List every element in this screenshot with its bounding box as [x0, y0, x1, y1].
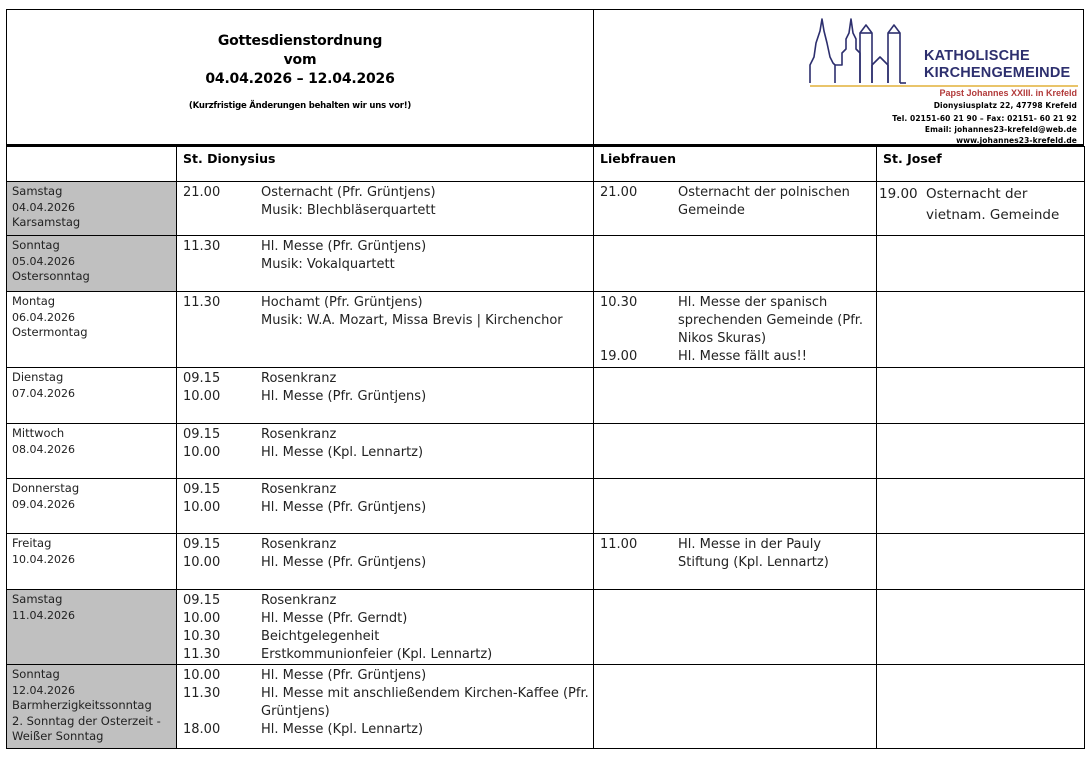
day-cell — [7, 292, 177, 368]
service-description: Hl. Messe mit anschließendem Kirchen-Kaffee (Pfr. Grüntjens) — [261, 686, 589, 719]
parish-name: Papst Johannes XXIII. in Krefeld — [939, 88, 1077, 98]
service-time: 21.00 — [600, 185, 638, 200]
day-cell — [7, 665, 177, 749]
service-time: 09.15 — [183, 537, 221, 552]
liebfrauen-cell — [594, 292, 877, 368]
liebfrauen-cell — [594, 590, 877, 665]
day-cell — [7, 182, 177, 236]
column-header-st-josef: St. Josef — [877, 147, 1085, 182]
dionysius-cell — [177, 182, 594, 236]
service-description: Rosenkranz — [261, 537, 337, 552]
day-cell — [7, 534, 177, 590]
liebfrauen-cell — [594, 236, 877, 292]
column-header-st-dionysius: St. Dionysius — [177, 147, 594, 182]
date-label: 05.04.2026 — [12, 254, 75, 268]
liebfrauen-cell — [594, 479, 877, 534]
service-time: 09.15 — [183, 482, 221, 497]
dionysius-cell — [177, 236, 594, 292]
josef-cell — [877, 590, 1085, 665]
dionysius-cell — [177, 534, 594, 590]
service-description: Musik: W.A. Mozart, Missa Brevis | Kirchenchor — [261, 313, 563, 328]
dionysius-cell — [177, 424, 594, 479]
service-entry — [183, 554, 593, 572]
table-row — [7, 182, 1085, 236]
service-description: Hl. Messe (Pfr. Grüntjens) — [261, 500, 427, 515]
service-entry — [183, 685, 593, 721]
weekday-label: Sonntag — [12, 667, 60, 681]
service-entry — [183, 238, 593, 256]
weekday-label: Montag — [12, 294, 56, 308]
josef-cell — [877, 665, 1085, 749]
weekday-label: Freitag — [12, 536, 52, 550]
service-entry — [879, 184, 1084, 226]
church-skyline-icon — [808, 13, 924, 85]
date-label: 06.04.2026 — [12, 310, 75, 324]
service-time — [183, 312, 261, 330]
column-header-row — [7, 147, 1085, 182]
service-time: 10.00 — [183, 611, 221, 626]
service-time: 10.00 — [183, 555, 221, 570]
feast-label: Weißer Sonntag — [12, 729, 104, 743]
service-entry — [600, 536, 876, 572]
schedule-document — [6, 9, 1084, 749]
service-time: 18.00 — [183, 722, 221, 737]
page-title: Gottesdienstordnung — [217, 33, 383, 49]
service-description: Rosenkranz — [261, 427, 337, 442]
feast-label: 2. Sonntag der Osterzeit - — [12, 713, 161, 728]
weekday-label: Samstag — [12, 592, 63, 606]
service-entry — [183, 312, 593, 330]
parish-website[interactable]: www.johannes23-krefeld.de — [956, 136, 1077, 145]
column-header-day — [7, 147, 177, 182]
service-time — [183, 202, 261, 220]
feast-label: Barmherzigkeitssonntag — [12, 698, 152, 712]
title-block — [7, 10, 594, 144]
service-time: 10.00 — [183, 500, 221, 515]
service-description: Erstkommunionfeier (Kpl. Lennartz) — [261, 647, 493, 662]
josef-cell — [877, 368, 1085, 424]
service-description: Hl. Messe in der Pauly Stiftung (Kpl. Lennartz) — [678, 537, 829, 570]
liebfrauen-cell — [594, 424, 877, 479]
service-entry — [183, 646, 593, 664]
service-description: Osternacht (Pfr. Grüntjens) — [261, 185, 436, 200]
josef-cell — [877, 292, 1085, 368]
josef-cell — [877, 479, 1085, 534]
table-row — [7, 236, 1085, 292]
service-description: Hl. Messe (Pfr. Grüntjens) — [261, 668, 427, 683]
service-entry — [183, 536, 593, 554]
service-entry — [183, 370, 593, 388]
service-time — [183, 256, 261, 274]
weekday-label: Mittwoch — [12, 426, 65, 440]
service-entry — [183, 426, 593, 444]
table-row — [7, 424, 1085, 479]
dionysius-cell — [177, 368, 594, 424]
liebfrauen-cell — [594, 182, 877, 236]
service-time: 11.30 — [183, 239, 221, 254]
service-entry — [600, 294, 876, 348]
service-description: Hl. Messe (Pfr. Grüntjens) — [261, 389, 427, 404]
column-header-liebfrauen: Liebfrauen — [594, 147, 877, 182]
service-description: Hl. Messe (Pfr. Gerndt) — [261, 611, 408, 626]
service-entry — [183, 721, 593, 739]
service-description: Osternacht der vietnam. Gemeinde — [926, 186, 1060, 223]
service-description: Beichtgelegenheit — [261, 629, 380, 644]
weekday-label: Samstag — [12, 184, 63, 198]
date-label: 08.04.2026 — [12, 442, 75, 456]
weekday-label: Dienstag — [12, 370, 64, 384]
service-time: 19.00 — [879, 186, 918, 202]
service-description: Osternacht der polnischen Gemeinde — [678, 185, 850, 218]
parish-logo-block — [594, 10, 1083, 144]
table-row — [7, 590, 1085, 665]
date-label: 12.04.2026 — [12, 683, 75, 697]
service-time: 09.15 — [183, 427, 221, 442]
table-row — [7, 292, 1085, 368]
page-subtitle: vom — [283, 52, 317, 68]
parish-phone: Tel. 02151-60 21 90 – Fax: 02151- 60 21 92 — [892, 114, 1077, 123]
service-description: Rosenkranz — [261, 371, 337, 386]
liebfrauen-cell — [594, 665, 877, 749]
service-time: 21.00 — [183, 185, 221, 200]
service-time: 10.30 — [600, 295, 638, 310]
josef-cell — [877, 182, 1085, 236]
day-cell — [7, 590, 177, 665]
table-row — [7, 368, 1085, 424]
service-time: 10.30 — [183, 629, 221, 644]
service-description: Hochamt (Pfr. Grüntjens) — [261, 295, 423, 310]
service-schedule-table — [6, 146, 1085, 749]
date-label: 04.04.2026 — [12, 200, 75, 214]
day-cell — [7, 236, 177, 292]
service-time: 11.30 — [183, 686, 221, 701]
service-description: Hl. Messe der spanisch sprechenden Gemeinde (Pfr. Nikos Skuras) — [678, 295, 864, 346]
service-description: Musik: Blechbläserquartett — [261, 203, 436, 218]
dionysius-cell — [177, 292, 594, 368]
service-description: Rosenkranz — [261, 482, 337, 497]
liebfrauen-cell — [594, 534, 877, 590]
service-entry — [183, 667, 593, 685]
service-entry — [600, 348, 876, 366]
service-time: 11.30 — [183, 295, 221, 310]
service-description: Hl. Messe (Pfr. Grüntjens) — [261, 239, 427, 254]
service-entry — [183, 388, 593, 406]
date-label: 09.04.2026 — [12, 497, 75, 511]
service-entry — [600, 184, 876, 220]
service-description: Hl. Messe fällt aus!! — [678, 349, 807, 364]
disclaimer-note: (Kurzfristige Änderungen behalten wir uns vor!) — [188, 101, 412, 111]
service-entry — [183, 444, 593, 462]
logo-divider — [810, 85, 1078, 87]
feast-label: Ostermontag — [12, 325, 88, 339]
date-range: 04.04.2026 – 12.04.2026 — [205, 71, 395, 87]
table-row — [7, 479, 1085, 534]
parish-email[interactable]: Email: johannes23-krefeld@web.de — [924, 125, 1077, 134]
dionysius-cell — [177, 665, 594, 749]
service-entry — [183, 294, 593, 312]
service-time: 11.30 — [183, 647, 221, 662]
service-entry — [183, 628, 593, 646]
service-entry — [183, 592, 593, 610]
service-time: 10.00 — [183, 389, 221, 404]
dionysius-cell — [177, 590, 594, 665]
service-description: Musik: Vokalquartett — [261, 257, 395, 272]
service-entry — [183, 184, 593, 202]
feast-label: Ostersonntag — [12, 269, 90, 283]
service-time: 11.00 — [600, 537, 638, 552]
josef-cell — [877, 424, 1085, 479]
logo-text-kirchengemeinde: KIRCHENGEMEINDE — [924, 65, 1071, 81]
weekday-label: Donnerstag — [12, 481, 80, 495]
service-entry — [183, 202, 593, 220]
service-entry — [183, 610, 593, 628]
service-description: Hl. Messe (Pfr. Grüntjens) — [261, 555, 427, 570]
date-label: 10.04.2026 — [12, 552, 75, 566]
day-cell — [7, 368, 177, 424]
table-row — [7, 534, 1085, 590]
date-label: 11.04.2026 — [12, 608, 75, 622]
service-entry — [183, 481, 593, 499]
service-time: 10.00 — [183, 445, 221, 460]
logo-text-katholische: KATHOLISCHE — [924, 48, 1030, 64]
document-header — [6, 9, 1084, 146]
day-cell — [7, 479, 177, 534]
feast-label: Karsamstag — [12, 215, 81, 229]
service-time: 19.00 — [600, 349, 638, 364]
josef-cell — [877, 236, 1085, 292]
date-label: 07.04.2026 — [12, 386, 75, 400]
service-time: 09.15 — [183, 593, 221, 608]
liebfrauen-cell — [594, 368, 877, 424]
table-row — [7, 665, 1085, 749]
service-description: Hl. Messe (Kpl. Lennartz) — [261, 722, 424, 737]
service-time: 09.15 — [183, 371, 221, 386]
service-description: Hl. Messe (Kpl. Lennartz) — [261, 445, 424, 460]
service-description: Rosenkranz — [261, 593, 337, 608]
weekday-label: Sonntag — [12, 238, 60, 252]
parish-address: Dionysiusplatz 22, 47798 Krefeld — [933, 101, 1077, 110]
service-entry — [183, 256, 593, 274]
josef-cell — [877, 534, 1085, 590]
service-time: 10.00 — [183, 668, 221, 683]
service-entry — [183, 499, 593, 517]
day-cell — [7, 424, 177, 479]
dionysius-cell — [177, 479, 594, 534]
